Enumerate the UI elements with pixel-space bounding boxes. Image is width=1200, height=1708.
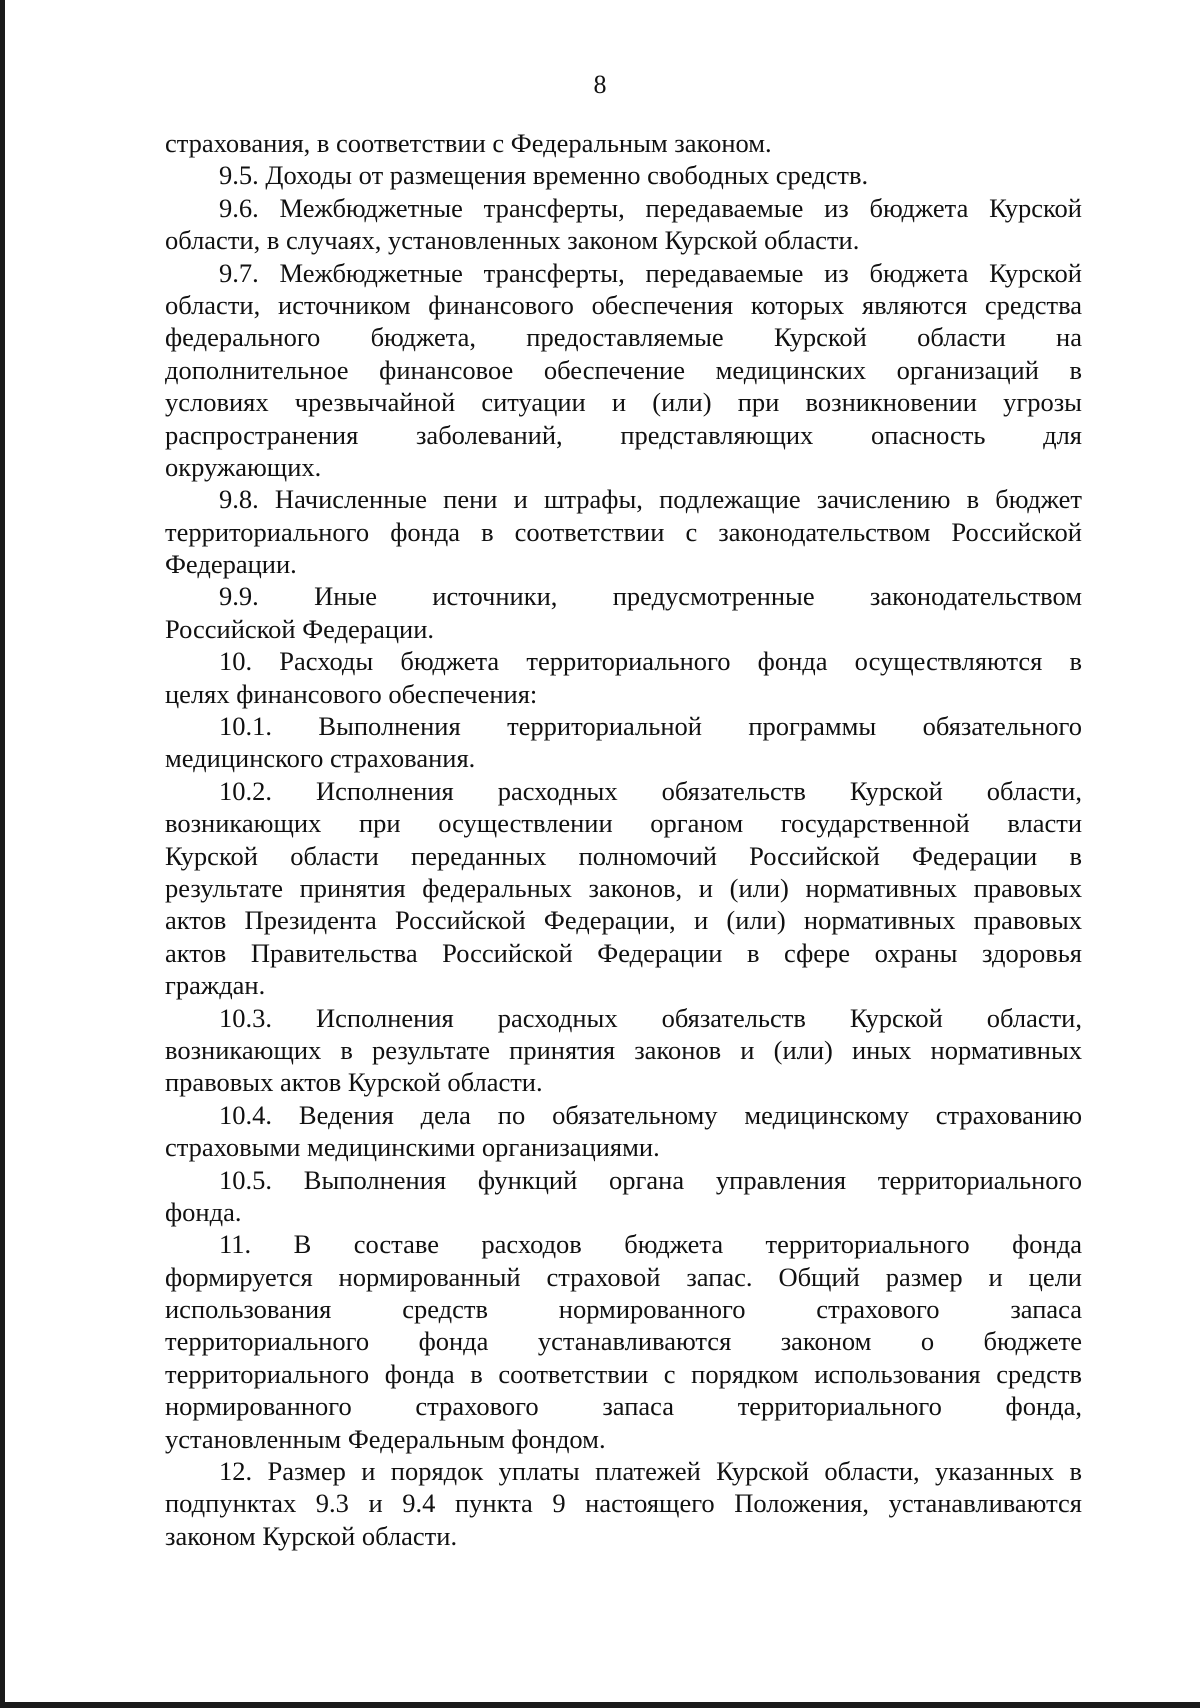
text-line: территориального фонда в соответствии с законодательством Российской [165,516,1082,547]
text-line: территориального фонда в соответствии с порядком использования средств [165,1358,1082,1389]
text-line: дополнительное финансовое обеспечение медицинских организаций в [165,354,1082,385]
text-line: 10.4. Ведения дела по обязательному медицинскому страхованию [219,1099,1082,1130]
text-line: граждан. [165,970,266,1001]
text-line: 9.9. Иные источники, предусмотренные законодательством [219,581,1082,612]
text-line: Курской области переданных полномочий Российской Федерации в [165,840,1082,871]
text-line: 12. Размер и порядок уплаты платежей Курской области, указанных в [219,1456,1082,1487]
text-line: 10.3. Исполнения расходных обязательств Курской области, [219,1002,1082,1033]
text-line: формируется нормированный страховой запас. Общий размер и цели [165,1261,1082,1292]
text-line: правовых актов Курской области. [165,1067,543,1098]
text-line: области, источником финансового обеспечения которых являются средства [165,289,1082,320]
text-line: 10.5. Выполнения функций органа управления территориального [219,1164,1082,1195]
text-line: территориального фонда устанавливаются законом о бюджете [165,1326,1082,1357]
text-line: возникающих в результате принятия законов и (или) иных нормативных [165,1034,1082,1065]
text-line: 9.7. Межбюджетные трансферты, передаваемые из бюджета Курской [219,257,1082,288]
text-line: установленным Федеральным фондом. [165,1423,606,1454]
text-line: 10.2. Исполнения расходных обязательств Курской области, [219,775,1082,806]
text-line: 9.8. Начисленные пени и штрафы, подлежащие зачислению в бюджет [219,484,1082,515]
text-line: использования средств нормированного страхового запаса [165,1294,1082,1325]
text-line: страхования, в соответствии с Федеральным законом. [165,128,772,158]
body-text [165,127,1082,1552]
text-line: 10. Расходы бюджета территориального фонда осуществляются в [219,646,1082,677]
text-line: нормированного страхового запаса территориального фонда, [165,1391,1082,1422]
text-line: фонда. [165,1196,242,1227]
text-line: актов Президента Российской Федерации, и (или) нормативных правовых [165,905,1082,936]
page-number: 8 [593,70,607,99]
text-line: распространения заболеваний, представляющих опасность для [165,419,1082,450]
text-line: медицинского страхования. [165,743,476,774]
text-line: области, в случаях, установленных законом Курской области. [165,225,860,256]
text-line: 9.5. Доходы от размещения временно свободных средств. [219,160,869,191]
text-line: Федерации. [165,549,297,580]
text-line: 9.6. Межбюджетные трансферты, передаваемые из бюджета Курской [219,192,1082,223]
scan-edge-bottom [0,1702,1200,1708]
text-line: Российской Федерации. [165,613,434,644]
text-line: законом Курской области. [165,1520,458,1551]
text-line: подпунктах 9.3 и 9.4 пункта 9 настоящего Положения, устанавливаются [165,1488,1082,1519]
scan-edge-left [0,0,5,1708]
text-line: федерального бюджета, предоставляемые Курской области на [165,322,1082,353]
text-line: страховыми медицинскими организациями. [165,1132,660,1163]
text-line: 11. В составе расходов бюджета территориального фонда [219,1229,1082,1260]
text-line: возникающих при осуществлении органом государственной власти [165,808,1082,839]
text-line: окружающих. [165,451,322,482]
text-line: условиях чрезвычайной ситуации и (или) при возникновении угрозы [165,387,1082,418]
text-line: актов Правительства Российской Федерации в сфере охраны здоровья [165,937,1082,968]
text-line: результате принятия федеральных законов, и (или) нормативных правовых [165,872,1082,903]
text-line: целях финансового обеспечения: [165,678,538,709]
text-line: 10.1. Выполнения территориальной программы обязательного [219,711,1082,742]
